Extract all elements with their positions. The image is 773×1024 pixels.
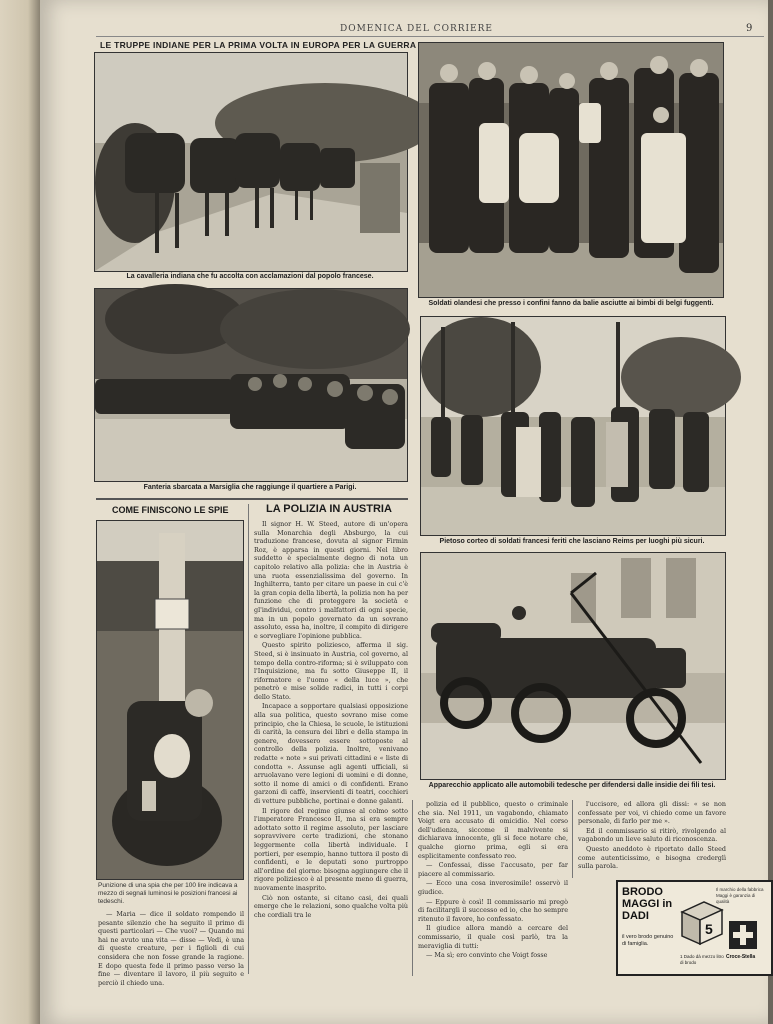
article-col2-paragraph-3: — Ecco una cosa inverosimile! osservò il giudice. [418,879,568,896]
article-paragraph-2: Questo spirito poliziesco, afferma il sig. Steed, si è insinuato in Austria, col governo, al tempo della contro-riforma; si è sviluppato con l'Inquisizione, ma fu sotto Giuseppe II, il riformatore e l'uomo « della luce », che penetrò e mise solide radici, in tutti i corpi dello Stato. [254,641,408,701]
ad-price-note: 1 Dado dà mezzo litro di brodo [680,954,724,965]
section-rule [96,498,408,500]
spy-execution-photo [96,520,244,880]
bouillon-cube-icon [678,898,724,948]
police-article-column-3 [578,800,726,878]
spy-caption: Punizione di una spia che per 100 lire indicava a mezzo di segnali luminosi le posizioni francesi ai tedeschi. [98,882,238,905]
column-rule-2 [412,800,413,976]
ad-logo-name: Croce-Stella [726,954,756,960]
dutch-soldiers-illustration [419,43,723,297]
spies-section-title: COME FINISCONO LE SPIE [112,505,229,515]
article-col2-paragraph-5: Il giudice allora mandò a cercare del commissario, il quale così parlò, tra la meraviglia di tutti: [418,924,568,950]
ad-brand: BRODO MAGGI in DADI [622,886,673,922]
german-car-illustration [421,553,725,779]
infantry-illustration [95,289,407,481]
column-rule-3 [572,800,573,878]
infantry-caption: Fanteria sbarcata a Marsiglia che raggiunge il quartiere a Parigi. [143,484,357,491]
ad-subtitle: il vero brodo genuino di famiglia. [622,934,674,947]
german-car-photo [420,552,726,780]
spy-execution-illustration [97,521,243,879]
column-rule-1 [248,504,249,974]
dutch-soldiers-caption: Soldati olandesi che presso i confini fanno da balie asciutte ai bimbi di belgi fuggenti. [428,300,714,307]
article-col3-paragraph-2: Ed il commissario si ritirò, rivolgendo al vagabondo un lieve saluto di riconoscenza. [578,826,726,844]
german-car-caption: Apparecchio applicato alle automobili tedesche per difendersi dalle insidie dei fili tesi. [428,782,716,789]
cross-star-logo-icon [728,920,758,950]
wounded-soldiers-illustration [421,317,725,535]
wounded-soldiers-photo [420,316,726,536]
page-number: 9 [746,23,753,34]
maggi-advertisement [616,880,773,976]
spy-paragraph: — Maria — dice il soldato rompendo il pesante silenzio che ha seguito il primo di questi particolari — Che vuoi? — Quando mi hai ne avuto una vita — disse — Vedi, è una di queste creature, per i figlioli di cui considera che non fosse grande la ragione. E dopo questa fede il primo passo verso la fine — diventare il lavoro, il più seguito e perciò il chiedo una. [98,910,244,987]
article-paragraph-4: Il rigore del regime giunse al colmo sotto l'imperatore Francesco II, ma si era sempre adottato sotto il regime assoluto, per lasciare sopravvivere certe tradizioni, che stonano leggermente colla libertà individuale. I portieri, per esempio, hanno tuttora il posto di confidenti, e le deputati sono purtroppo all'ordine del giorno: bisogna aggiungere che il rigore poliziesco è al presente meno di guerra, nuovamente inasprito. [254,806,408,892]
dutch-soldiers-photo [418,42,724,298]
cavalry-illustration [95,53,407,271]
ad-small-text: Il marchio della fabbrica Maggi è garanzia di qualità [716,887,764,904]
cavalry-photo [94,52,408,272]
article-col2-paragraph-4: — Eppure è così! Il commissario mi pregò di facilitargli il successo ed io, che ho sempre ritenuto il favore, ho confessato. [418,897,568,923]
book-spine-edge [0,0,40,1024]
article-col3-paragraph-3: Questo aneddoto è riportato dallo Steed come autenticissimo, e bisogna crederglì sulla parola. [578,844,726,871]
header-rule [96,36,764,37]
article-col2-paragraph-1: polizia ed il pubblico, questo o criminale che sia. Nel 1911, un vagabondo, chiamato Voigt era accusato di omicidio. Nel corso dell'udienza, siccome il malvivente si dichiarava innocente, gli si fece notare che, qualche giorno prima, egli si era esplicitamente confessato reo. [418,800,568,860]
infantry-photo [94,288,408,482]
article-col2-paragraph-6: — Ma sì; ero convinto che Voigt fosse [426,951,548,960]
police-article-column-2 [418,800,568,976]
top-headline: LE TRUPPE INDIANE PER LA PRIMA VOLTA IN EUROPA PER LA GUERRA [100,40,417,50]
masthead: DOMENICA DEL CORRIERE [340,24,493,34]
article-paragraph-3: Incapace a sopportare qualsiasi opposizione alla sua politica, questo sovrano mise come principio, che la Chiesa, le scuole, le istituzioni di carità, la censura dei libri e della stampa in genere, dovessero essere sottoposte al controllo della polizia. Inoltre, venivano redatte « note » sui privati cittadini e « liste di condotta ». Assunse agli agenti ufficiali, si arruolavano vere legioni di uomini e di donne, sotto il nome di amici o di confidenti. Erano garzoni di caffè, inservienti di teatri, cocchieri di vetture pubbliche, portinai e donne galanti. [254,702,408,805]
police-section-title: LA POLIZIA IN AUSTRIA [266,503,392,515]
article-col2-paragraph-2: — Confessai, disse l'accusato, per far piacere al commissario. [418,861,568,878]
newspaper-page [40,0,768,1024]
article-col3-paragraph-1: l'uccisore, ed allora gli dissi: « se non confessate per voi, vi chiedo come un favore personale, di farlo per me ». [578,800,726,826]
spy-article-text [98,910,244,987]
article-paragraph-5: Ciò non ostante, si citano casi, dei quali emerge che le relazioni, sono qualche volta più che cordiali tra le [254,893,408,919]
cube-number: 5 [705,921,713,937]
cavalry-caption: La cavalleria indiana che fu accolta con acclamazioni dal popolo francese. [126,273,374,280]
police-article-column-1 [254,520,408,976]
wounded-soldiers-caption: Pietoso corteo di soldati francesi feriti che lasciano Reims per luoghi più sicuri. [439,538,705,545]
article-paragraph-1: Il signor H. W. Steed, autore di un'opera sulla Monarchia degli Absburgo, la cui traduzione francese, dovuta al signor Firmin Roz, è apparsa in questi giorni. Nel libro suddetto è specialmente degno di nota un capitolo relativo alla polizia: che in Austria è una ruota essenzialissima del governo. In Inghilterra, tanto per citare un paese in cui c'è la gran copia della libertà, la polizia non ha per funzione che di proteggere la società e gl'individui, contro i malfattori di ogni specie, ma in un popolo governato da un sovrano assoluto, essa ha, inoltre, il compito di dirigere e sorvegliare l'opinione pubblica. [254,520,408,640]
